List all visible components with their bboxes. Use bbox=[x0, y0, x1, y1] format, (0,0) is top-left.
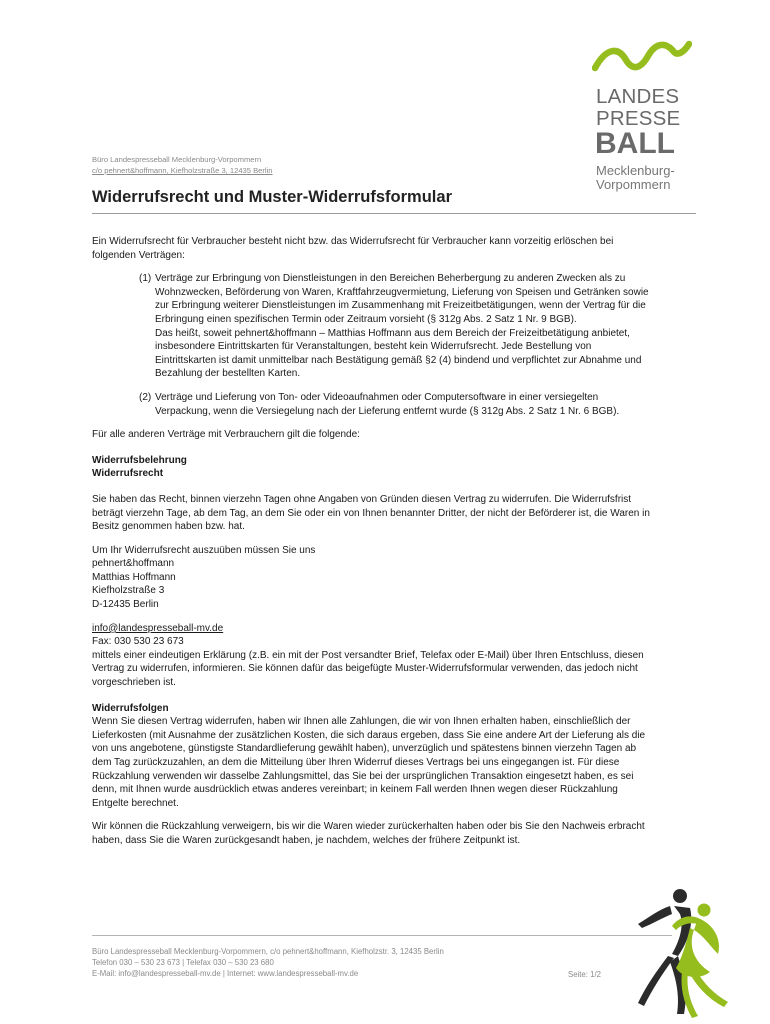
address-fax: Fax: 030 530 23 673 bbox=[92, 636, 184, 648]
recht-paragraph: Sie haben das Recht, binnen vierzehn Tagen ohne Angaben von Gründen diesen Vertrag zu widerrufen. Die Widerrufsfrist beträgt vierzehn Tage, ab dem Tag, an dem Sie oder ein von Ihnen benannter Dritter, der nicht der Beförderer ist, die Waren in Besitz genommen haben bzw. hat. bbox=[92, 493, 650, 533]
mittels-paragraph: mittels einer eindeutigen Erklärung (z.B. ein mit der Post versandter Brief, Telefax oder E-Mail) über Ihren Entschluss, diesen Vertrag zu widerrufen, informieren. Sie können dafür das beigefügte Muster-Widerrufsformular verwenden, das jedoch nicht vorgeschrieben ist. bbox=[92, 649, 644, 689]
document-body bbox=[92, 235, 652, 848]
footer-line-2: Telefon 030 – 530 23 673 | Telefax 030 – 530 23 680 bbox=[92, 958, 274, 967]
list-item-text: Verträge zur Erbringung von Dienstleistungen in den Bereichen Beherbergung zu anderen Zwecken als zu Wohnzwecken, Beförderung von Waren, Kraftfahrzeugvermietung, Lieferung von Speisen und Getränken sowie zur Erbringung weiterer Dienstleistungen im Zusammenhang mit Freizeitbetätigungen, wenn der Vertrag für die Erbringung einen spezifischen Termin oder Zeitraum vorsieht (§ 312g Abs. 2 Satz 1 Nr. 9 BGB). bbox=[155, 273, 649, 325]
list-item bbox=[92, 391, 652, 418]
exception-list bbox=[92, 272, 652, 418]
email-link-text[interactable]: info@landespresseball-mv.de bbox=[92, 622, 224, 634]
ausueben-line: Um Ihr Widerrufsrecht auszuüben müssen Sie uns bbox=[92, 544, 316, 556]
list-item-number: (2) bbox=[139, 391, 152, 403]
footer-line-3: E-Mail: info@landespresseball-mv.de | Internet: www.landespresseball-mv.de bbox=[92, 969, 359, 978]
logo-region-line-1: Mecklenburg- bbox=[596, 163, 675, 178]
sender-line-2: c/o pehnert&hoffmann, Kiefholzstraße 3, 12435 Berlin bbox=[92, 166, 273, 175]
footer-divider bbox=[92, 935, 672, 936]
address-name: Matthias Hoffmann bbox=[92, 571, 176, 583]
folgen-paragraph: Wenn Sie diesen Vertrag widerrufen, haben wir Ihnen alle Zahlungen, die wir von Ihnen erhalten haben, einschließlich der Lieferkosten (mit Ausnahme der zusätzlichen Kosten, die sich daraus ergeben, dass Sie eine andere Art der Lieferung als die von uns angebotene, günstigste Standardlieferung gewählt haben), unverzüglich und spätestens binnen vierzehn Tagen ab dem Tag zurückzuzahlen, an dem die Mitteilung über Ihren Widerruf dieses Vertrags bei uns eingegangen ist. Für diese Rückzahlung verwenden wir dasselbe Zahlungsmittel, das Sie bei der ursprünglichen Transaktion eingesetzt haben, es sei denn, mit Ihnen wurde ausdrücklich etwas anderes vereinbart; in keinem Fall werden Ihnen wegen dieser Rückzahlung Entgelte berechnet. bbox=[92, 716, 646, 809]
logo-word-presse: PRESSE bbox=[596, 107, 681, 130]
sender-address bbox=[92, 154, 273, 176]
logo-word-ball: BALL bbox=[595, 127, 675, 160]
others-paragraph: Für alle anderen Verträge mit Verbrauchern gilt die folgende: bbox=[92, 429, 360, 441]
sender-line-1: Büro Landespresseball Mecklenburg-Vorpommern bbox=[92, 155, 262, 164]
logo-region-line-2: Vorpommern bbox=[596, 177, 671, 192]
widerrufsrecht-heading: Widerrufsrecht bbox=[92, 468, 164, 480]
verweigern-paragraph: Wir können die Rückzahlung verweigern, bis wir die Waren wieder zurückerhalten haben oder bis Sie den Nachweis erbracht haben, dass Sie die Waren zurückgesandt haben, je nachdem, welches der frühere Zeitpunkt ist. bbox=[92, 821, 645, 846]
page-title: Widerrufsrecht und Muster-Widerrufsformular bbox=[92, 188, 452, 206]
title-divider bbox=[92, 213, 696, 214]
address-street: Kiefholzstraße 3 bbox=[92, 585, 165, 597]
belehrung-heading: Widerrufsbelehrung bbox=[92, 454, 187, 466]
dancers-illustration-icon bbox=[618, 884, 738, 1019]
footer-line-1: Büro Landespresseball Mecklenburg-Vorpommern, c/o pehnert&hoffmann, Kiefholzstr. 3, 12435 Berlin bbox=[92, 947, 444, 956]
logo-word-landes: LANDES bbox=[596, 85, 680, 108]
list-item-number: (1) bbox=[139, 273, 152, 285]
address-city: D-12435 Berlin bbox=[92, 599, 159, 611]
contact-address bbox=[92, 557, 652, 649]
folgen-heading: Widerrufsfolgen bbox=[92, 702, 169, 714]
wave-logo-icon bbox=[592, 38, 692, 78]
landespresseball-logo bbox=[586, 38, 696, 198]
email-link[interactable] bbox=[92, 622, 652, 636]
intro-paragraph: Ein Widerrufsrecht für Verbraucher besteht nicht bzw. das Widerrufsrecht für Verbraucher kann vorzeitig erlöschen bei folgenden Verträgen: bbox=[92, 236, 614, 261]
address-company: pehnert&hoffmann bbox=[92, 558, 175, 570]
page-number: Seite: 1/2 bbox=[568, 970, 601, 979]
list-item bbox=[92, 272, 652, 381]
list-item-text: Verträge und Lieferung von Ton- oder Videoaufnahmen oder Computersoftware in einer versiegelten Verpackung, wenn die Versiegelung nach der Lieferung entfernt wurde (§ 312g Abs. 2 Satz 1 Nr. 6 BGB). bbox=[155, 391, 620, 417]
footer bbox=[92, 946, 444, 979]
list-item-text: Das heißt, soweit pehnert&hoffmann – Matthias Hoffmann aus dem Bereich der Freizeitbetätigung anbietet, insbesondere Eintrittskarten für Veranstaltungen, besteht kein Widerrufsrecht. Jede Bestellung von Eintrittskarten ist damit unmittelbar nach Bestätigung gemäß §2 (4) bindend und verpflichtet zur Abnahme und Bezahlung der bestellten Karten. bbox=[155, 327, 642, 380]
